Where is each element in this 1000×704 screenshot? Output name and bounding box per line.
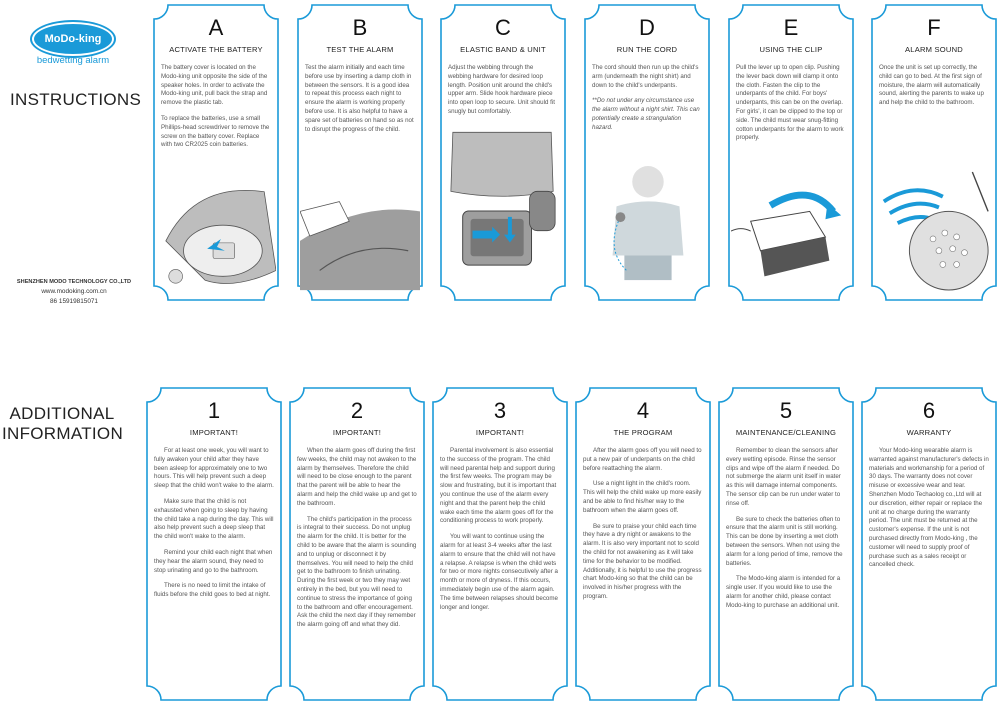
additional-heading-line2: INFORMATION	[2, 424, 124, 444]
panel-paragraph: After the alarm goes off you will need to put a new pair of underpants on the child before reattaching the alarm.	[583, 447, 702, 472]
clip-lever-illustration	[731, 181, 851, 296]
panel-title: RUN THE CORD	[616, 45, 678, 54]
panel-paragraph: Remind your child each night that when they hear the alarm sound, they need to stop urinating and go to the bathroom.	[154, 548, 273, 574]
panel-title: MAINTENANCE/CLEANING	[735, 428, 837, 437]
panel-body	[305, 64, 415, 134]
panel-label: D	[639, 15, 655, 40]
panel-paragraph: Be sure to praise your child each time they have a dry night or awakens to the alarm. It is also very important not to scold the child for not awakening as it will take time for the behavior to be modified. Additionally, it is helpful to use the progress chart Modo-king so that the child can be involved in his/her progress with the program.	[583, 522, 702, 600]
panel-title: WARRANTY	[906, 428, 952, 437]
instruction-panel-E	[729, 5, 853, 300]
panel-title: ELASTIC BAND & UNIT	[460, 45, 546, 54]
panel-label: 1	[207, 398, 221, 423]
battery-cover-illustration	[156, 181, 276, 296]
company-website: www.modoking.com.cn	[41, 287, 107, 295]
panel-paragraph: Remember to clean the sensors after every wetting episode. Rinse the sensor clips and wipe off the alarm if needed. Do not submerge the alarm unit itself in water as this will damage internal components. The sensor clip can be run under water to rinse off.	[726, 447, 841, 507]
additional-panel-4	[576, 388, 710, 700]
panel-body	[869, 447, 989, 570]
panel-title: ALARM SOUND	[905, 45, 963, 54]
alarm-speaker-illustration	[874, 171, 994, 296]
additional-information-heading	[2, 404, 122, 445]
instruction-panel-B	[298, 5, 422, 300]
instructions-heading: INSTRUCTIONS	[10, 90, 142, 109]
instruction-panel-D	[585, 5, 709, 300]
sensor-clip-illustration	[300, 181, 420, 296]
panel-paragraph: Adjust the webbing through the webbing hardware for desired loop length. Position unit around the child's upper arm. Slide hook hardware piece into open loop to secure. Unit should fit snugly but comfortably.	[448, 64, 555, 115]
panel-paragraph: Pull the lever up to open clip. Pushing the lever back down will clamp it onto the cloth. Fasten the clip to the underpants of the child. For boys' underpants, this can be on the overlap. For girls', it can be clipped to the top or side. The child must wear snug-fitting cotton underpants for the alarm to work properly.	[736, 64, 844, 142]
panel-paragraph: Use a night light in the child's room. This will help the child wake up more easily and be able to find his/her way to the bathroom when the alarm goes off.	[583, 480, 702, 514]
panel-paragraph: To replace the batteries, use a small Phillips-head screwdriver to remove the screw on the battery cover. Replace with two CR2025 coin batteries.	[161, 114, 270, 149]
instruction-panel-F	[872, 5, 996, 300]
company-phone: 86 15919815071	[50, 297, 98, 305]
instruction-panel-A	[154, 5, 278, 300]
panel-paragraph: The battery cover is located on the Modo-king unit opposite the side of the speaker holes. In order to activate the Modo-king unit, pull back the strap and remove the plastic tab.	[161, 64, 268, 107]
company-info	[8, 278, 140, 307]
additional-panel-2	[290, 388, 424, 700]
panel-body	[583, 447, 703, 602]
panel-label: A	[208, 15, 224, 40]
panel-title: ACTIVATE THE BATTERY	[169, 45, 263, 54]
panel-paragraph: The child's participation in the process is integral to their success. Do not unplug the alarm for the child. It is better for the child to be aware that the alarm is sounding and to unplug or disconnect it by themselves. You will need to help the child get to the bathroom to finish urinating. During the first week or two they may wet entirely in the bed, but you will need to continue to stress the importance of going to the bathroom and offer encouragement. Ask the child the next day if they remember the alarm going off and what they did.	[297, 515, 417, 629]
panel-paragraph: When the alarm goes off during the first few weeks, the child may not awaken to the alarm by themselves. Therefore the child will need to be close enough to the parent that the parent will be able to hear the alarm and help the child wake up and get to the bathroom.	[297, 447, 417, 507]
logo-text: MoDo-king	[44, 33, 102, 45]
panel-paragraph: Be sure to check the batteries often to ensure that the alarm unit is still working. This can be done by inserting a wet cloth between the sensors. When not using the alarm for a long period of time, remove the batteries.	[726, 515, 843, 567]
company-name: SHENZHEN MODO TECHNOLOGY CO.,LTD	[16, 279, 132, 285]
additional-heading-line1: ADDITIONAL	[9, 404, 115, 423]
additional-panel-1	[147, 388, 281, 700]
panel-body	[736, 64, 846, 143]
additional-panel-6	[862, 388, 996, 700]
additional-panel-5	[719, 388, 853, 700]
panel-body	[592, 64, 702, 133]
arm-band-illustration	[443, 131, 563, 296]
panel-title: IMPORTANT!	[189, 428, 239, 437]
panel-label: 6	[922, 398, 936, 423]
panel-paragraph: You will want to continue using the alarm for at least 3-4 weeks after the last alarm to ensure that the child will not have a relapse. A relapse is when the child wets for two or more nights consecutively after a month or more of dryness. If this occurs, immediately begin use of the alarm again. The time between relapses should become longer and longer.	[440, 533, 558, 611]
panel-title: USING THE CLIP	[759, 45, 823, 54]
panel-paragraph: Parental involvement is also essential to the success of the program. The child will need parental help and support during the first few weeks. The program may be slow and frustrating, but it is important that you continue the use of the alarm every night and that the parent help the child wake each time the alarm goes off for the conditioning process to work properly.	[440, 447, 557, 525]
panel-label: C	[495, 15, 511, 40]
panel-title: THE PROGRAM	[613, 428, 673, 437]
panel-paragraph: Make sure that the child is not exhausted when going to sleep by having the child take a nap during the day. This will also help prevent such a deep sleep that the child won't wake to the alarm.	[154, 497, 274, 541]
panel-body	[448, 64, 558, 117]
panel-paragraph: **Do not under any circumstance use the alarm without a night shirt. This can potentially create a strangulation hazard.	[592, 97, 700, 131]
panel-paragraph: The cord should then run up the child's arm (underneath the night shirt) and down to the child's underpants.	[592, 64, 699, 89]
panel-body	[440, 447, 560, 612]
panel-label: F	[927, 15, 941, 40]
panel-label: 4	[636, 398, 650, 423]
instruction-panel-C	[441, 5, 565, 300]
panel-label: B	[352, 15, 368, 40]
panel-paragraph: The Modo-king alarm is intended for a single user. If you would like to use the alarm for another child, please contact Modo-king to purchase an additional unit.	[726, 575, 841, 609]
panel-paragraph: There is no need to limit the intake of fluids before the child goes to bed at night.	[154, 582, 271, 599]
panel-paragraph: For at least one week, you will want to fully awaken your child after they have been asleep for approximately one to two hours. This will help prevent such a deep sleep that the child won't wake to the alarm.	[154, 447, 274, 490]
panel-body	[161, 64, 271, 150]
panel-title: TEST THE ALARM	[326, 45, 394, 54]
panel-body	[726, 447, 846, 611]
panel-title: IMPORTANT!	[332, 428, 382, 437]
panel-paragraph: Test the alarm initially and each time before use by inserting a damp cloth in between the sensors. It is a good idea to repeat this process each night to ensure the alarm is working properly before use. It is also helpful to have a spare set of batteries on hand so as not to disrupt the progress of the child.	[305, 64, 414, 133]
panel-body	[297, 447, 417, 630]
panel-title: IMPORTANT!	[475, 428, 525, 437]
brand-tagline: bedwetting alarm	[36, 55, 110, 66]
panel-label: 2	[350, 398, 364, 423]
brand-logo	[32, 22, 114, 56]
panel-paragraph: Once the unit is set up correctly, the child can go to bed. At the first sign of moisture, the alarm will automatically sound, alerting the parents to wake up and help the child to the bathroom.	[879, 64, 984, 107]
child-wearing-alarm-illustration	[587, 161, 707, 296]
additional-panel-3	[433, 388, 567, 700]
panel-body	[879, 64, 989, 108]
panel-label: 5	[779, 398, 793, 423]
panel-label: E	[783, 15, 799, 40]
panel-paragraph: Your Modo-king wearable alarm is warranted against manufacturer's defects in materials and workmanship for a period of 30 days. The warranty does not cover misuse or excessive wear and tear. Shenzhen Modo Techaolog co.,Ltd will at our discretion, either repair or replace the unit at no charge during the warranty period. The unit must be returned at the customer's expense. If the unit is not purchased directly from Modo-king , the customer will need to supply proof of purchase such as a sales receipt or cancelled check.	[869, 447, 989, 569]
panel-label: 3	[493, 398, 507, 423]
panel-body	[154, 447, 274, 600]
